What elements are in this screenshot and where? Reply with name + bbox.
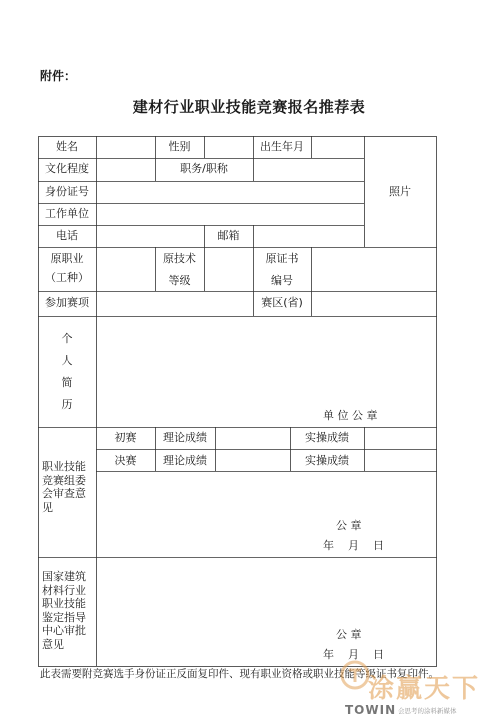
prelim-practical-field[interactable] [367,429,434,447]
form-title: 建材行业职业技能竞赛报名推荐表 [132,98,366,116]
email-label: 邮箱 [217,229,240,242]
prelim-theory-label: 理论成绩 [163,431,207,444]
watermark-tagline: 会思考的涂料新媒体 [398,707,457,715]
center-date-label: 年 月 日 [323,648,384,661]
final-theory-label: 理论成绩 [163,454,207,467]
resume-label-3: 简 [61,376,73,389]
center-opinion-field[interactable] [100,560,434,622]
email-field[interactable] [256,227,361,245]
employer-field[interactable] [100,205,362,223]
footnote: 此表需要附竞赛选手身份证正反面复印件、现有职业资格或职业技能等级证书复印件。 [40,668,439,680]
final-practical-field[interactable] [367,452,434,470]
center-approval-label: 国家建筑材料行业职业技能鉴定指导中心审批意见 [42,570,86,651]
id-label: 身份证号 [45,185,89,198]
prev-cert-field[interactable] [314,250,434,288]
prev-job-label-line2: （工种） [45,271,89,284]
committee-date-label: 年 月 日 [323,539,384,552]
position-label: 职务/职称 [180,162,228,175]
resume-label-4: 历 [61,398,73,411]
gender-label: 性别 [168,140,191,153]
watermark-brand: TOWIN [345,703,397,717]
event-label: 参加赛项 [45,296,89,309]
towin-logo-icon [340,660,370,690]
final-practical-label: 实操成绩 [305,454,349,467]
name-label: 姓名 [56,140,78,153]
event-field[interactable] [100,294,250,314]
birth-field[interactable] [314,138,362,156]
final-label: 决赛 [114,454,137,467]
prelim-practical-label: 实操成绩 [305,431,349,444]
attachment-label: 附件： [40,69,77,83]
phone-field[interactable] [100,227,202,245]
prev-job-field[interactable] [100,250,152,288]
watermark-text: 涂赢天下 [368,674,481,704]
committee-opinion-field[interactable] [100,474,434,516]
resume-field[interactable] [100,320,434,408]
resume-label-2: 人 [61,354,73,367]
photo-label: 照片 [389,185,411,198]
id-field[interactable] [100,183,362,201]
prev-job-label-line1: 原职业 [50,252,84,265]
prelim-label: 初赛 [114,431,137,444]
prev-tech-label-line1: 原技术 [163,252,196,265]
gender-field[interactable] [207,138,251,156]
name-field[interactable] [100,138,152,156]
resume-label-1: 个 [61,332,73,345]
employer-label: 工作单位 [45,207,89,220]
committee-label: 职业技能竞赛组委会审查意见 [42,460,86,514]
prev-tech-label-line2: 等级 [168,274,191,287]
committee-seal-label: 公 章 [336,519,362,532]
unit-seal-label: 单 位 公 章 [323,409,378,422]
phone-label: 电话 [56,229,78,242]
region-field[interactable] [314,294,434,314]
prev-cert-label-line1: 原证书 [265,252,299,265]
region-label: 赛区(省) [261,296,303,309]
center-seal-label: 公 章 [336,628,362,641]
final-theory-field[interactable] [218,452,288,470]
prev-tech-field[interactable] [207,250,251,288]
prelim-theory-field[interactable] [218,429,288,447]
birth-label: 出生年月 [260,140,304,153]
education-label: 文化程度 [45,162,89,175]
education-field[interactable] [100,160,152,178]
prev-cert-label-line2: 编号 [271,274,293,287]
position-field[interactable] [256,160,361,178]
